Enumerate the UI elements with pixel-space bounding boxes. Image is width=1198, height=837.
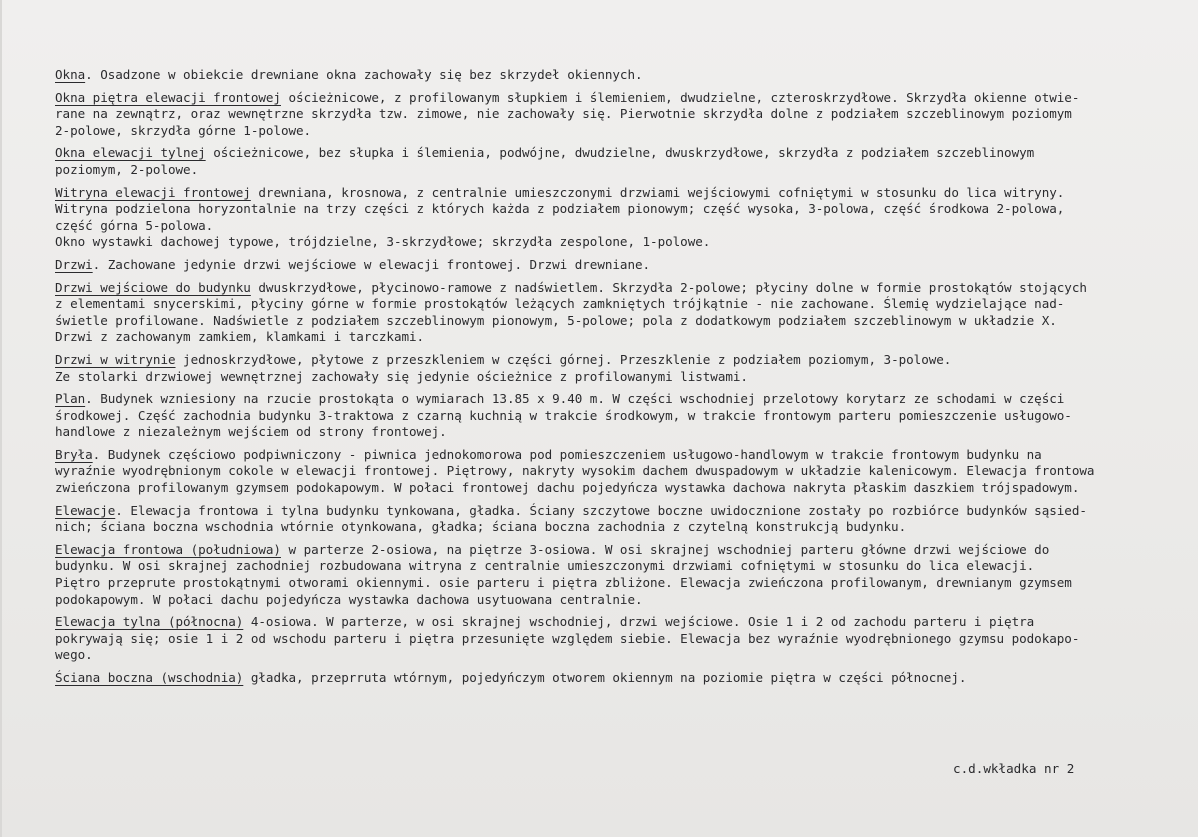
text-line: Drzwi z zachowanym zamkiem, klamkami i tarczkami. bbox=[55, 329, 425, 345]
paragraph-plan bbox=[55, 391, 1195, 441]
text-line: w parterze 2-osiowa, na piętrze 3-osiowa. W osi skrajnej wschodniej parteru główne drzwi wejściowe do bbox=[280, 541, 1050, 557]
paragraph-elewacja-frontowa bbox=[55, 542, 1195, 608]
text-line: Ze stolarki drzwiowej wewnętrznej zachowały się jedynie ościeżnice z profilowanymi listwami. bbox=[55, 368, 748, 384]
text-line: świetle profilowane. Nadświetle z podziałem szczeblinowym pionowym, 5-polowe; pola z dodatkowym podziałem szczeblinowym w układzie X. bbox=[55, 312, 1057, 328]
heading-elewacja-frontowa: Elewacja frontowa (południowa) bbox=[55, 541, 281, 557]
heading-plan: Plan bbox=[55, 391, 86, 407]
text-line: wyraźnie wyodrębnionym cokole w elewacji frontowej. Piętrowy, nakryty wysokim dachem dwuspadowym w układzie kalenicowym. Elewacja frontowa bbox=[55, 463, 1095, 479]
text-line: 2-polowe, skrzydła górne 1-polowe. bbox=[55, 122, 312, 138]
text-line: pokrywają się; osie 1 i 2 od wschodu parteru i piętra przesunięte względem siebie. Elewacja bez wyraźnie wyodrębnionego gzymsu podokapo- bbox=[55, 630, 1080, 646]
paragraph-okna-tylne bbox=[55, 145, 1195, 178]
heading-okna-tylne: Okna elewacji tylnej bbox=[55, 145, 206, 161]
paragraph-okna bbox=[55, 67, 1195, 84]
text-line: jednoskrzydłowe, płytowe z przeszkleniem w części górnej. Przeszklenie z podziałem poziomym, 3-polowe. bbox=[175, 351, 952, 367]
paragraph-drzwi bbox=[55, 257, 1195, 274]
heading-witryna: Witryna elewacji frontowej bbox=[55, 184, 251, 200]
text-line: zwieńczona profilowanym gzymsem podokapowym. W połaci frontowej dachu pojedyńcza wystawka dachowa nakryta płaskim daszkiem trójspadowym. bbox=[55, 480, 1080, 496]
text-line: część górna 5-polowa. bbox=[55, 217, 214, 233]
text-line: handlowe z niezależnym wejściem od strony frontowej. bbox=[55, 424, 447, 440]
heading-bryla: Bryła bbox=[55, 446, 93, 462]
text-line: . Budynek wzniesiony na rzucie prostokąta o wymiarach 13.85 x 9.40 m. W części wschodniej przelotowy korytarz ze schodami w części bbox=[85, 391, 1065, 407]
text-line: wego. bbox=[55, 647, 93, 663]
heading-okna-pietra: Okna piętra elewacji frontowej bbox=[55, 89, 281, 105]
text-line: środkowej. Część zachodnia budynku 3-traktowa z czarną kuchnią w trakcie środkowym, w trakcie frontowym parteru pomieszczenie usługowo- bbox=[55, 407, 1072, 423]
heading-elewacja-tylna: Elewacja tylna (północna) bbox=[55, 614, 244, 630]
paragraph-elewacje bbox=[55, 503, 1195, 536]
text-line: . Zachowane jedynie drzwi wejściowe w elewacji frontowej. Drzwi drewniane. bbox=[92, 256, 651, 272]
heading-elewacje: Elewacje bbox=[55, 502, 116, 518]
text-line: budynku. W osi skrajnej zachodniej rozbudowana witryna z centralnie umieszczonymi drzwiami cofniętymi w stosunku do lica elewacji. bbox=[55, 558, 1035, 574]
paragraph-elewacja-tylna bbox=[55, 614, 1195, 664]
text-line: drewniana, krosnowa, z centralnie umieszczonymi drzwiami wejściowymi cofniętymi w stosunku do lica witryny. bbox=[250, 184, 1065, 200]
text-line: ościeżnicowe, bez słupka i ślemienia, podwójne, dwudzielne, dwuskrzydłowe, skrzydła z podziałem szczeblinowym bbox=[205, 145, 1035, 161]
text-line: poziomym, 2-polowe. bbox=[55, 161, 199, 177]
text-line: Witryna podzielona horyzontalnie na trzy części z których każda z podziałem pionowym; część wysoka, 3-polowa, część środkowa 2-polowa, bbox=[55, 201, 1065, 217]
heading-drzwi: Drzwi bbox=[55, 256, 93, 272]
text-line: 4-osiowa. W parterze, w osi skrajnej wschodniej, drzwi wejściowe. Osie 1 i 2 od zachodu parteru i piętra bbox=[243, 614, 1035, 630]
paragraph-bryla bbox=[55, 447, 1195, 497]
paragraph-witryna bbox=[55, 185, 1195, 251]
text-line: z elementami snycerskimi, płyciny górne w formie prostokątów leżących zamkniętych trójkątnie - nie zachowane. Ślemię wydzielające nad- bbox=[55, 296, 1065, 312]
text-line: podokapowym. W połaci dachu pojedyńcza wystawka dachowa usytuowana centralnie. bbox=[55, 591, 643, 607]
text-line: Piętro przeprute prostokątnymi otworami okiennymi. osie parteru i piętra zbliżone. Elewacja zwieńczona profilowanym, drewnianym gzymsem bbox=[55, 575, 1072, 591]
text-line: . Elewacja frontowa i tylna budynku tynkowana, gładka. Ściany szczytowe boczne uwidocznione zostały po rozbiórce budynków sąsied- bbox=[115, 502, 1087, 518]
heading-drzwi-witryna: Drzwi w witrynie bbox=[55, 351, 176, 367]
paragraph-okna-pietra bbox=[55, 90, 1195, 140]
text-line: gładka, przeprruta wtórnym, pojedyńczym otworem okiennym na poziomie piętra w części północnej. bbox=[243, 670, 967, 685]
heading-okna: Okna bbox=[55, 67, 86, 82]
text-line: . Budynek częściowo podpiwniczony - piwnica jednokomorowa pod pomieszczeniem usługowo-handlowym w trakcie frontowym budynku na bbox=[92, 446, 1042, 462]
text-line: Okno wystawki dachowej typowe, trójdzielne, 3-skrzydłowe; skrzydła zespolone, 1-polowe. bbox=[55, 234, 711, 250]
text-line: . Osadzone w obiekcie drewniane okna zachowały się bez skrzydeł okiennych. bbox=[85, 67, 643, 82]
text-line: dwuskrzydłowe, płycinowo-ramowe z nadświetlem. Skrzydła 2-polowe; płyciny dolne w formie prostokątów stojących bbox=[250, 279, 1087, 295]
paragraph-drzwi-witryna bbox=[55, 352, 1195, 385]
text-line: nich; ściana boczna wschodnia wtórnie otynkowana, gładka; ściana boczna zachodnia z czytelną konstrukcją budynku. bbox=[55, 519, 907, 535]
paragraph-drzwi-wejsciowe bbox=[55, 280, 1195, 346]
document-body bbox=[55, 67, 1195, 693]
text-line: rane na zewnątrz, oraz wewnętrzne skrzydła tzw. zimowe, nie zachowały się. Pierwotnie skrzydła dolne z podziałem szczeblinowym poziomym bbox=[55, 106, 1072, 122]
continuation-note: c.d.wkładka nr 2 bbox=[953, 761, 1075, 776]
heading-drzwi-wejsciowe: Drzwi wejściowe do budynku bbox=[55, 279, 251, 295]
heading-sciana-boczna: Ściana boczna (wschodnia) bbox=[55, 670, 244, 685]
paragraph-sciana-boczna bbox=[55, 670, 1195, 687]
text-line: ościeżnicowe, z profilowanym słupkiem i ślemieniem, dwudzielne, czteroskrzydłowe. Skrzydła okienne otwie- bbox=[280, 89, 1080, 105]
